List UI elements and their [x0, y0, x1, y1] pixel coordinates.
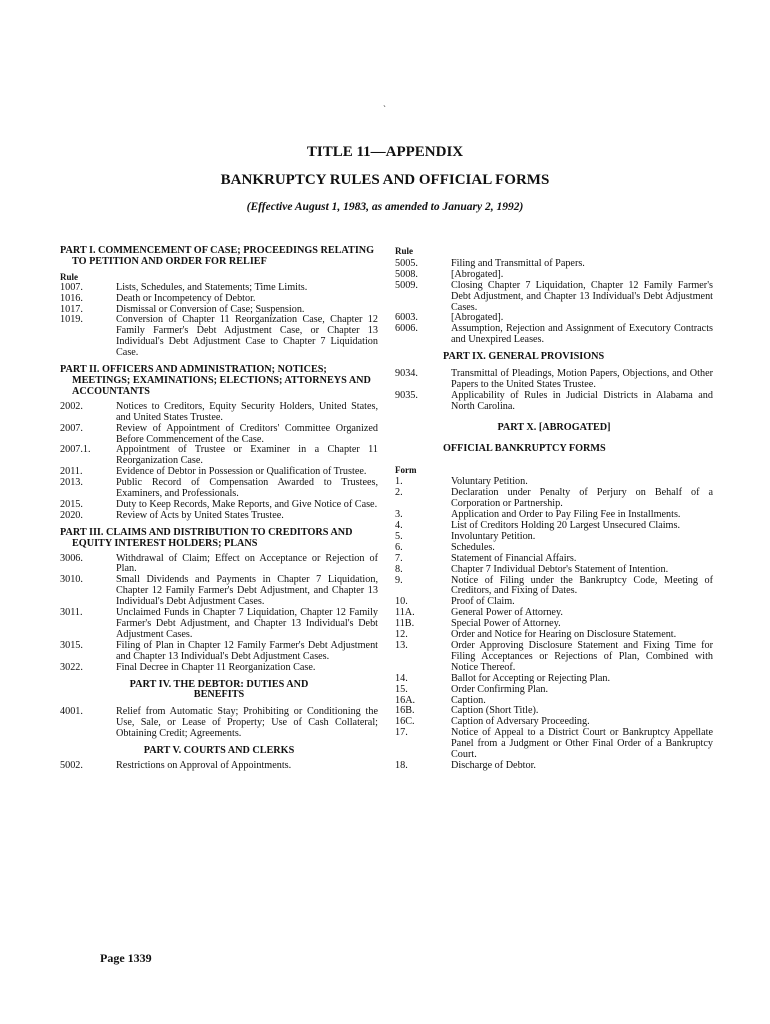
list-item: 11B. Special Power of Attorney.: [395, 618, 561, 630]
list-item: 17. Notice of Appeal to a District Court or Bankruptcy Appellate Panel from a Judgment or Other Final Order of a Bankruptcy Court.: [395, 727, 713, 761]
list-item: 3. Application and Order to Pay Filing Fee in Installments.: [395, 509, 681, 521]
list-item: 2013. Public Record of Compensation Awarded to Trustees, Examiners, and Professionals.: [60, 477, 378, 500]
list-item: 2007.1. Appointment of Trustee or Examiner in a Chapter 11 Reorganization Case.: [60, 444, 378, 467]
list-item: 5009. Closing Chapter 7 Liquidation, Chapter 12 Family Farmer's Debt Adjustment, and Chapter 13 Individual's Debt Adjustment Cases.: [395, 279, 713, 313]
list-item: 1016. Death or Incompetency of Debtor.: [60, 292, 256, 304]
list-item: 5. Involuntary Petition.: [395, 530, 536, 542]
list-item: 2015. Duty to Keep Records, Make Reports, and Give Notice of Case.: [60, 498, 378, 510]
page-title: TITLE 11—APPENDIX: [306, 144, 464, 160]
forms-heading: OFFICIAL BANKRUPTCY FORMS: [443, 442, 606, 454]
list-item: 5008. [Abrogated].: [395, 268, 504, 280]
list-item: 5005. Filing and Transmittal of Papers.: [395, 257, 585, 269]
list-item: 2007. Review of Appointment of Creditors' Committee Organized Before Commencement of the Case.: [60, 422, 378, 445]
list-item: 3006. Withdrawal of Claim; Effect on Acceptance or Rejection of Plan.: [60, 552, 378, 575]
list-item: 11A. General Power of Attorney.: [395, 607, 563, 619]
rule-label: Rule: [60, 271, 78, 282]
list-item: 18. Discharge of Debtor.: [395, 759, 536, 771]
list-item: 3015. Filing of Plan in Chapter 12 Family Farmer's Debt Adjustment and Chapter 13 Individual's Debt Adjustment Cases.: [60, 639, 378, 662]
list-item: 4001. Relief from Automatic Stay; Prohibiting or Conditioning the Use, Sale, or Lease of Property; Use of Cash Collateral; Obtaining Credit; Agreements.: [60, 706, 378, 740]
list-item: 7. Statement of Financial Affairs.: [395, 552, 577, 564]
list-item: 9. Notice of Filing under the Bankruptcy Code, Meeting of Creditors, and Fixing of Dates.: [395, 574, 713, 597]
part-heading: PART IX. GENERAL PROVISIONS: [443, 351, 605, 363]
part-heading: PART I. COMMENCEMENT OF CASE; PROCEEDINGS RELATING TO PETITION AND ORDER FOR RELIEF: [60, 245, 375, 267]
list-item: 16C. Caption of Adversary Proceeding.: [395, 716, 590, 728]
rule-list: [395, 259, 713, 346]
list-item: 5002. Restrictions on Approval of Appointments.: [60, 759, 292, 771]
list-item: 9035. Applicability of Rules in Judicial Districts in Alabama and North Carolina.: [395, 389, 713, 412]
rule-list: [60, 554, 378, 674]
page-subtitle: BANKRUPTCY RULES AND OFFICIAL FORMS: [220, 172, 550, 188]
rule-list: [60, 761, 378, 772]
list-item: 4. List of Creditors Holding 20 Largest Unsecured Claims.: [395, 520, 680, 532]
form-label: Form: [395, 464, 417, 475]
form-list: [395, 477, 713, 771]
part-heading: PART X. [ABROGATED]: [497, 421, 611, 433]
list-item: 1017. Dismissal or Conversion of Case; Suspension.: [60, 303, 305, 315]
effective-date: (Effective August 1, 1983, as amended to January 2, 1992): [246, 201, 524, 213]
list-item: 10. Proof of Claim.: [395, 596, 515, 608]
list-item: 1. Voluntary Petition.: [395, 476, 528, 488]
list-item: 3011. Unclaimed Funds in Chapter 7 Liquidation, Chapter 12 Family Farmer's Debt Adjustment, and Chapter 13 Individual's Debt Adjustment Cases.: [60, 607, 378, 640]
scan-mark: `: [383, 104, 386, 114]
list-item: 15. Order Confirming Plan.: [395, 683, 549, 695]
list-item: 2002. Notices to Creditors, Equity Security Holders, United States, and United States Trustee.: [60, 400, 378, 423]
list-item: 12. Order and Notice for Hearing on Disclosure Statement.: [395, 629, 677, 641]
list-item: 2020. Review of Acts by United States Trustee.: [60, 509, 284, 521]
list-item: 1007. Lists, Schedules, and Statements; Time Limits.: [60, 281, 308, 293]
list-item: 6006. Assumption, Rejection and Assignment of Executory Contracts and Unexpired Leases.: [395, 323, 713, 346]
list-item: 16B. Caption (Short Title).: [395, 705, 539, 717]
part-heading: PART IV. THE DEBTOR: DUTIES AND BENEFITS: [129, 678, 309, 701]
rule-list: [60, 283, 378, 359]
rule-list: [60, 707, 378, 740]
part-heading: PART III. CLAIMS AND DISTRIBUTION TO CREDITORS AND EQUITY INTEREST HOLDERS; PLANS: [60, 526, 353, 549]
list-item: 13. Order Approving Disclosure Statement and Fixing Time for Filing Acceptances or Rejections of Plan, Combined with Notice Thereof.: [395, 640, 713, 673]
left-column: [60, 246, 378, 772]
list-item: 16A. Caption.: [395, 694, 486, 706]
part-heading: PART V. COURTS AND CLERKS: [143, 745, 295, 757]
list-item: 1019. Conversion of Chapter 11 Reorganization Case, Chapter 12 Family Farmer's Debt Adjustment Case, or Chapter 13 Individual's Debt Adjustment Case to Chapter 7 Liquidation Case.: [60, 314, 378, 359]
rule-list: [395, 369, 713, 413]
list-item: 2. Declaration under Penalty of Perjury on Behalf of a Corporation or Partnership.: [395, 487, 713, 510]
list-item: 8. Chapter 7 Individual Debtor's Statement of Intention.: [395, 563, 669, 575]
list-item: 3010. Small Dividends and Payments in Chapter 7 Liquidation, Chapter 12 Family Farmer's Debt Adjustment, and Chapter 13 Individual's Debt Adjustment Cases.: [60, 574, 378, 608]
list-item: 9034. Transmittal of Pleadings, Motion Papers, Objections, and Other Papers to the United States Trustee.: [395, 368, 713, 390]
part-heading: PART II. OFFICERS AND ADMINISTRATION; NOTICES; MEETINGS; EXAMINATIONS; ELECTIONS; ATTORNEYS AND ACCOUNTANTS: [60, 364, 371, 397]
list-item: 2011. Evidence of Debtor in Possession or Qualification of Trustee.: [60, 466, 367, 478]
page-number: Page 1339: [100, 951, 152, 965]
list-item: 3022. Final Decree in Chapter 11 Reorganization Case.: [60, 661, 316, 673]
right-column: [395, 246, 713, 772]
list-item: 14. Ballot for Accepting or Rejecting Plan.: [395, 672, 610, 684]
list-item: 6. Schedules.: [395, 541, 495, 553]
rule-list: [60, 402, 378, 522]
list-item: 6003. [Abrogated].: [395, 312, 504, 324]
rule-label: Rule: [395, 246, 413, 256]
